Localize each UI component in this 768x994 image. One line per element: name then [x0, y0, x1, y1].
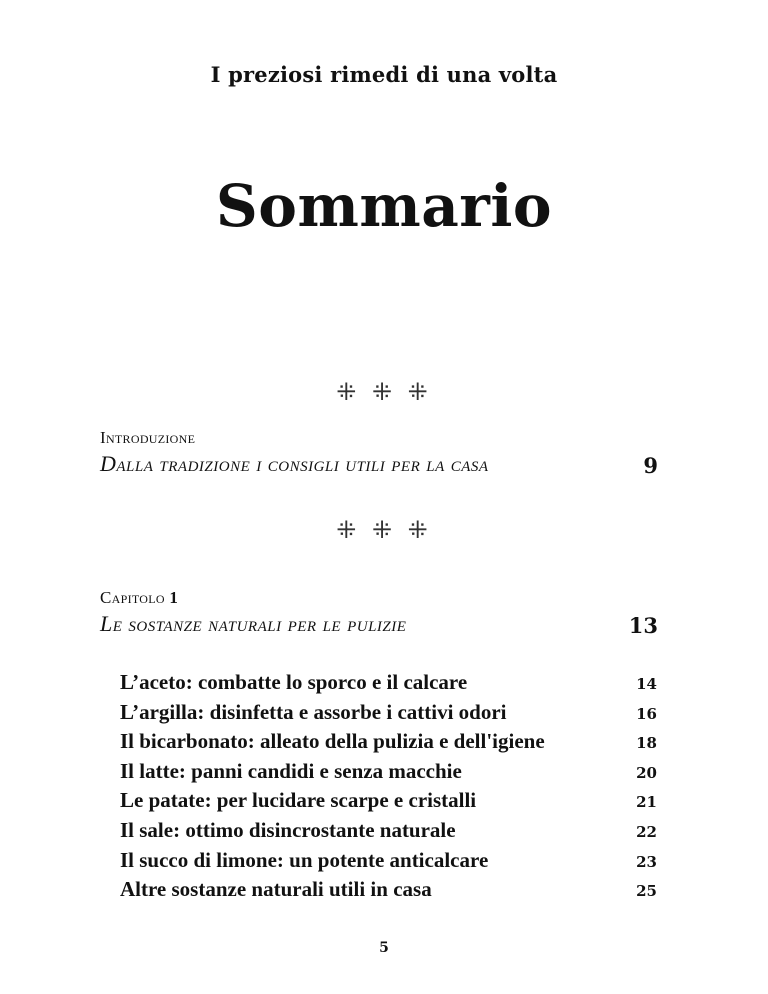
toc-entry [120, 816, 660, 846]
intro-label: Introduzione [100, 428, 196, 447]
toc-entry-text: Il bicarbonato: alleato della pulizia e dell'igiene [120, 729, 545, 754]
toc-entry-page: 22 [636, 822, 657, 841]
toc-entry [120, 668, 660, 698]
toc-entry-text: L’aceto: combatte lo sporco e il calcare [120, 670, 468, 694]
section-ornament: ⁜ ⁜ ⁜ [336, 378, 432, 406]
chapter-heading: Le sostanze naturali per le pulizie [100, 611, 407, 636]
toc-entry-page: 18 [636, 734, 657, 753]
section-ornament: ⁜ ⁜ ⁜ [336, 516, 432, 544]
toc-entry [120, 875, 660, 905]
chapter-label [100, 588, 178, 608]
toc-entry-list [120, 668, 660, 905]
toc-entry-text: Il succo di limone: un potente anticalcare [120, 847, 489, 872]
toc-entry-text: Altre sostanze naturali utili in casa [120, 877, 432, 902]
toc-entry [120, 757, 660, 787]
toc-entry [120, 698, 660, 728]
intro-heading: Dalla tradizione i consigli utili per la casa [100, 451, 489, 476]
folio-page-number: 5 [379, 940, 389, 956]
toc-entry-text: Il sale: ottimo disincrostante naturale [120, 817, 456, 842]
toc-entry [120, 846, 660, 876]
toc-entry-page: 21 [636, 793, 657, 812]
toc-entry-page: 23 [636, 852, 657, 871]
toc-entry-text: Le patate: per lucidare scarpe e cristalli [120, 788, 477, 813]
toc-entry-page: 14 [636, 675, 657, 693]
chapter-label-number: 1 [169, 588, 179, 607]
toc-entry-text: Il latte: panni candidi e senza macchie [120, 758, 462, 783]
toc-entry [120, 727, 660, 757]
intro-page-number: 9 [643, 453, 658, 478]
toc-entry-page: 16 [636, 704, 657, 723]
toc-entry-text: L’argilla: disinfetta e assorbe i cattivi odori [120, 699, 507, 724]
chapter-page-number: 13 [628, 613, 658, 638]
toc-entry-page: 25 [636, 882, 657, 901]
page-title: Sommario [215, 172, 553, 240]
book-title: I preziosi rimedi di una volta [210, 62, 558, 87]
toc-entry [120, 786, 660, 816]
toc-entry-page: 20 [636, 763, 657, 782]
chapter-label-word: Capitolo [100, 588, 165, 607]
